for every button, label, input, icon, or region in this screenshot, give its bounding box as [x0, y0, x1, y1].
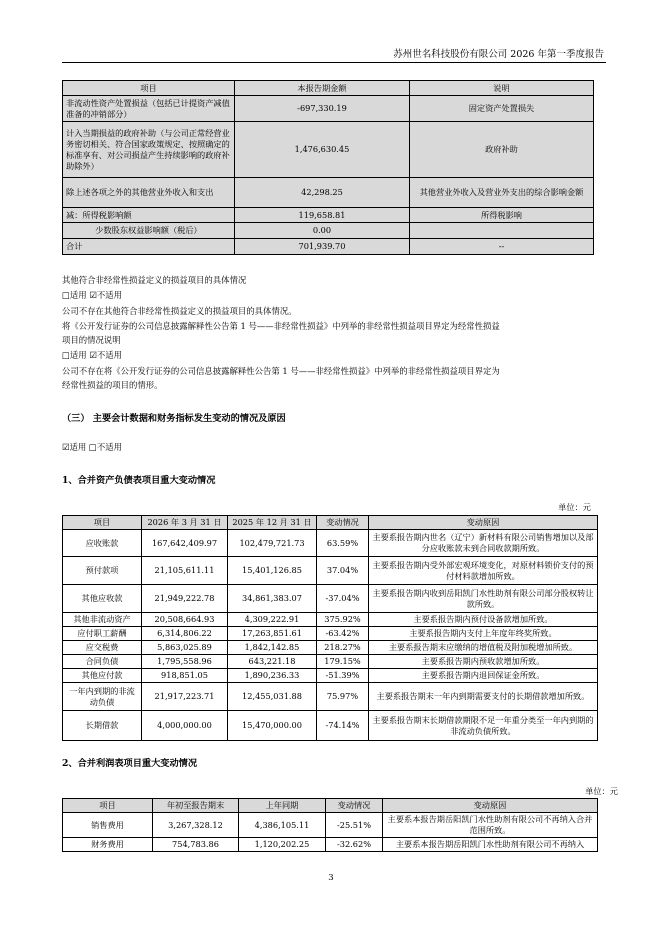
t1-head-note: 说明: [410, 81, 594, 96]
para-reclass-a: 将《公开发行证券的公司信息披露解释性公告第 1 号——非经常性损益》中列举的非经常性损益项目界定为经常性损益: [62, 321, 500, 331]
t1-head-amount: 本报告期金额: [235, 81, 410, 96]
table-row: 少数股东权益影响额（税后） 0.00: [63, 223, 594, 239]
para-none-1: 公司不存在其他符合非经常性损益定义的损益项目的具体情况。: [62, 306, 297, 316]
balance-sheet-title: 1、合并资产负债表项目重大变动情况: [62, 475, 216, 486]
page-header: [0, 46, 662, 61]
para-reclass-b: 项目的情况说明: [62, 335, 121, 345]
section-3-applicable: ☑适用 □不适用: [62, 442, 122, 452]
table-row: 其他非流动资产 20,508,664.93 4,309,222.91 375.92% 主要系报告期内预付设备款增加所致。: [63, 613, 598, 627]
table-row: 应收账款 167,642,409.97 102,479,721.73 63.59% 主要系报告期内世名（辽宁）新材料有限公司销售增加以及部分应收账款未到合同收款期所致。: [63, 530, 598, 557]
para-none-2a: 公司不存在将《公开发行证券的公司信息披露解释性公告第 1 号——非经常性损益》中列举的非经常性损益项目界定为: [62, 366, 500, 376]
checkbox-line-2: □适用 ☑不适用: [62, 350, 122, 360]
table-row: 其他应收款 21,949,222.78 34,861,383.07 -37.04% 主要系报告期内收到岳阳凯门水性助剂有限公司部分股权转让款所致。: [63, 585, 598, 613]
checkbox-line-1: □适用 ☑不适用: [62, 290, 122, 300]
balance-sheet-table: 项目 2026 年 3 月 31 日 2025 年 12 月 31 日 变动情况 变动原因 应收账款 167,642,409.97 102,479,721.73 63.59% 主要系报告期内世名（辽宁）新材料有限公司销售增加以及部分应收账款未到合同收款期所致。 预付款项 21,105,611.11 15,401,126.85 37.04% 主要系报告期内受外部宏观环境变化，对原材料锁价支付的预付材料款增加所致。 其他应收款 21,949,222.78 34,861,383.07 -37.04% 主要系报告期内收到岳阳凯门水性助剂有限公司部分股权转让款所致。 其他非流动资产 20,508,664.93 4,309,222.91 375.92% 主要系报告期内预付设备款增加所致。 应付职工薪酬 6,314,806.22 17,263,851.61 -63.42% 主要系报告期内支付上年度年终奖所致。 应交税费 5,863,025.89 1,842,142.85 218.27% 主要系报告期末应缴纳的增值税及附加税增加所致。 合同负债 1,795,558.96 643,221.18 179.15% 主要系报告期内预收款增加所致。 其他应付款 918,851.05 1,890,236.33 -51.39% 主要系报告期内退回保证金所致。 一年内到期的非流动负债 21,917,223.71 12,455,031.88 75.97% 主要系报告期末一年内到期需要支付的长期借款增加所致。 长期借款 4,000,000.00 15,470,000.00 -74.14% 主要系报告期末长期借款期限不足一年重分类至一年内到期的非流动负债所致。: [62, 515, 598, 741]
table-row: 一年内到期的非流动负债 21,917,223.71 12,455,031.88 75.97% 主要系报告期末一年内到期需要支付的长期借款增加所致。: [63, 683, 598, 711]
table-row: 财务费用 754,783.86 1,120,202.25 -32.62% 主要系本报告期岳阳凯门水性助剂有限公司不再纳入: [63, 838, 598, 852]
table-row: 合计 701,939.70 --: [63, 239, 594, 255]
header-title: 苏州世名科技股份有限公司 2026 年第一季度报告: [393, 49, 604, 60]
table-row: 计入当期损益的政府补助（与公司正常经营业务密切相关、符合国家政策规定、按照确定的标准享有、对公司损益产生持续影响的政府补助除外） 1,476,630.45 政府补助: [63, 122, 594, 178]
income-statement-table: 项目 年初至报告期末 上年同期 变动情况 变动原因 销售费用 3,267,328.12 4,386,105.11 -25.51% 主要系本报告期岳阳凯门水性助剂有限公司不再纳入合并范围所致。 财务费用 754,783.86 1,120,202.25 -32.62% 主要系本报告期岳阳凯门水性助剂有限公司不再纳入: [62, 798, 598, 852]
section-3-title: （三） 主要会计数据和财务指标发生变动的情况及原因: [62, 413, 286, 424]
bs-unit: 单位：元: [558, 502, 591, 512]
table-row: 除上述各项之外的其他营业外收入和支出 42,298.25 其他营业外收入及营业外支出的综合影响金额: [63, 178, 594, 208]
is-unit: 单位：元: [585, 786, 618, 796]
non-recurring-table: [62, 80, 594, 255]
table-row: 减：所得税影响额 119,658.81 所得税影响: [63, 208, 594, 223]
t1-head-item: 项目: [63, 81, 235, 96]
table-row: 非流动性资产处置损益（包括已计提资产减值准备的冲销部分） -697,330.19 固定资产处置损失: [63, 96, 594, 122]
table-row: 预付款项 21,105,611.11 15,401,126.85 37.04% 主要系报告期内受外部宏观环境变化，对原材料锁价支付的预付材料款增加所致。: [63, 557, 598, 585]
header-rule: [62, 62, 606, 63]
table-row: 合同负债 1,795,558.96 643,221.18 179.15% 主要系报告期内预收款增加所致。: [63, 655, 598, 669]
table-row: 销售费用 3,267,328.12 4,386,105.11 -25.51% 主要系本报告期岳阳凯门水性助剂有限公司不再纳入合并范围所致。: [63, 813, 598, 838]
income-statement-title: 2、合并利润表项目重大变动情况: [62, 758, 198, 769]
table-row: 其他应付款 918,851.05 1,890,236.33 -51.39% 主要系报告期内退回保证金所致。: [63, 669, 598, 683]
page-number: 3: [328, 873, 334, 883]
table-row: 应交税费 5,863,025.89 1,842,142.85 218.27% 主要系报告期末应缴纳的增值税及附加税增加所致。: [63, 641, 598, 655]
table-row: 长期借款 4,000,000.00 15,470,000.00 -74.14% 主要系报告期末长期借款期限不足一年重分类至一年内到期的非流动负债所致。: [63, 711, 598, 741]
para-other-items: 其他符合非经常性损益定义的损益项目的具体情况: [62, 275, 247, 285]
table-row: 应付职工薪酬 6,314,806.22 17,263,851.61 -63.42% 主要系报告期内支付上年度年终奖所致。: [63, 627, 598, 641]
para-none-2b: 经常性损益的项目的情形。: [62, 380, 163, 390]
